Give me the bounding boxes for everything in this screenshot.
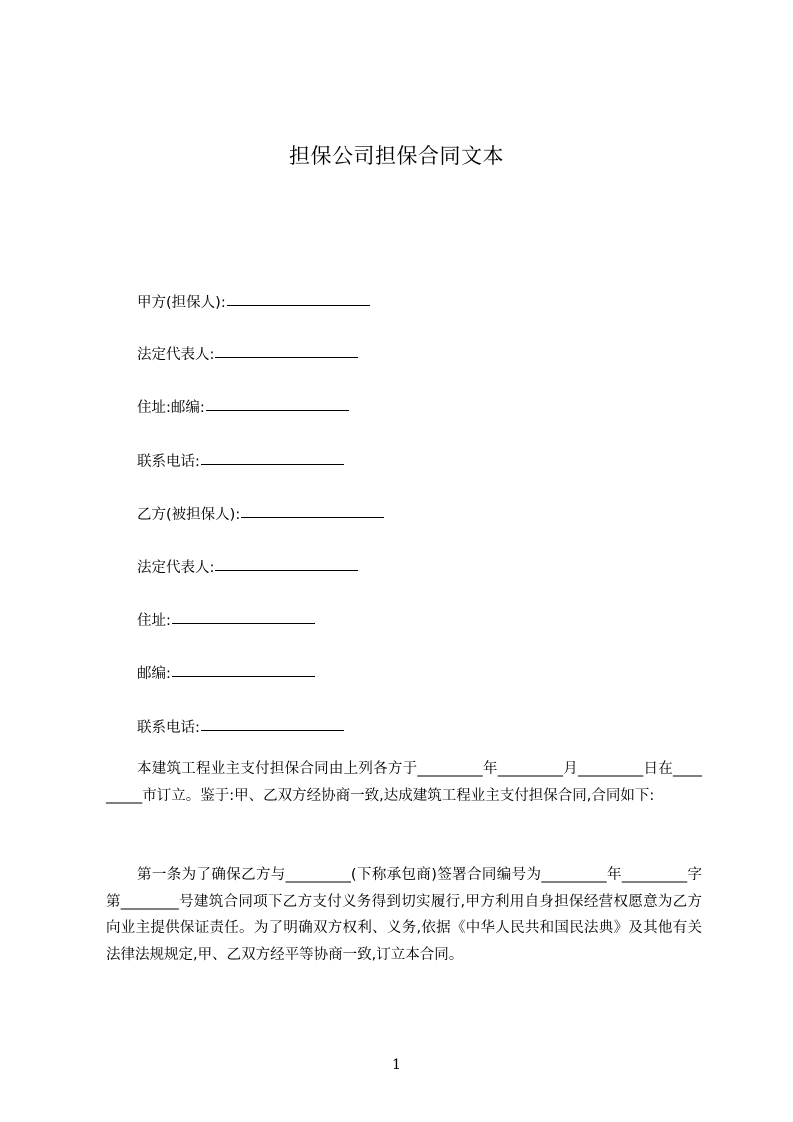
party-b-postcode-label: 邮编: xyxy=(137,666,171,682)
party-b-blank xyxy=(241,516,384,518)
party-b-field xyxy=(137,504,384,526)
document-title: 担保公司担保合同文本 xyxy=(289,144,504,168)
party-a-field xyxy=(137,292,370,314)
party-b-phone-label: 联系电话: xyxy=(137,720,200,736)
party-a-rep-field xyxy=(137,344,358,366)
party-a-label: 甲方(担保人): xyxy=(137,295,226,311)
party-a-phone-label: 联系电话: xyxy=(137,454,200,470)
party-b-address-field xyxy=(137,610,315,632)
party-a-phone-field xyxy=(137,451,344,473)
party-b-postcode-blank xyxy=(172,675,315,677)
party-b-rep-blank xyxy=(215,569,358,571)
party-a-address-field xyxy=(137,397,349,419)
party-a-rep-blank xyxy=(215,356,358,358)
party-a-address-blank xyxy=(206,409,349,411)
party-b-rep-field xyxy=(137,557,358,579)
article-1-paragraph: 第一条为了确保乙方与_________(下称承包商)签署合同编号为_________年_________字第________号建筑合同项下乙方支付义务得到切实履行,甲方利用自身担保经营权愿意为乙方向业主提供保证责任。为了明确双方权利、义务,依据《中华人民共和国民法典》及其他有关法律法规规定,甲、乙双方经平等协商一致,订立本合同。 xyxy=(106,867,702,963)
party-b-label: 乙方(被担保人): xyxy=(137,507,241,523)
party-b-phone-blank xyxy=(201,729,344,731)
party-a-blank xyxy=(227,304,370,306)
party-b-address-label: 住址: xyxy=(137,613,171,629)
party-b-phone-field xyxy=(137,717,344,739)
party-b-postcode-field xyxy=(137,663,315,685)
party-a-rep-label: 法定代表人: xyxy=(137,347,215,363)
party-b-address-blank xyxy=(172,622,315,624)
party-b-rep-label: 法定代表人: xyxy=(137,560,215,576)
party-a-phone-blank xyxy=(201,463,344,465)
party-a-address-label: 住址:邮编: xyxy=(137,400,205,416)
intro-paragraph: 本建筑工程业主支付担保合同由上列各方于_________年_________月_________日在_________市订立。鉴于:甲、乙双方经协商一致,达成建筑工程业主支付担保合同,合同如下: xyxy=(106,761,702,804)
page-number: 1 xyxy=(392,1057,401,1073)
